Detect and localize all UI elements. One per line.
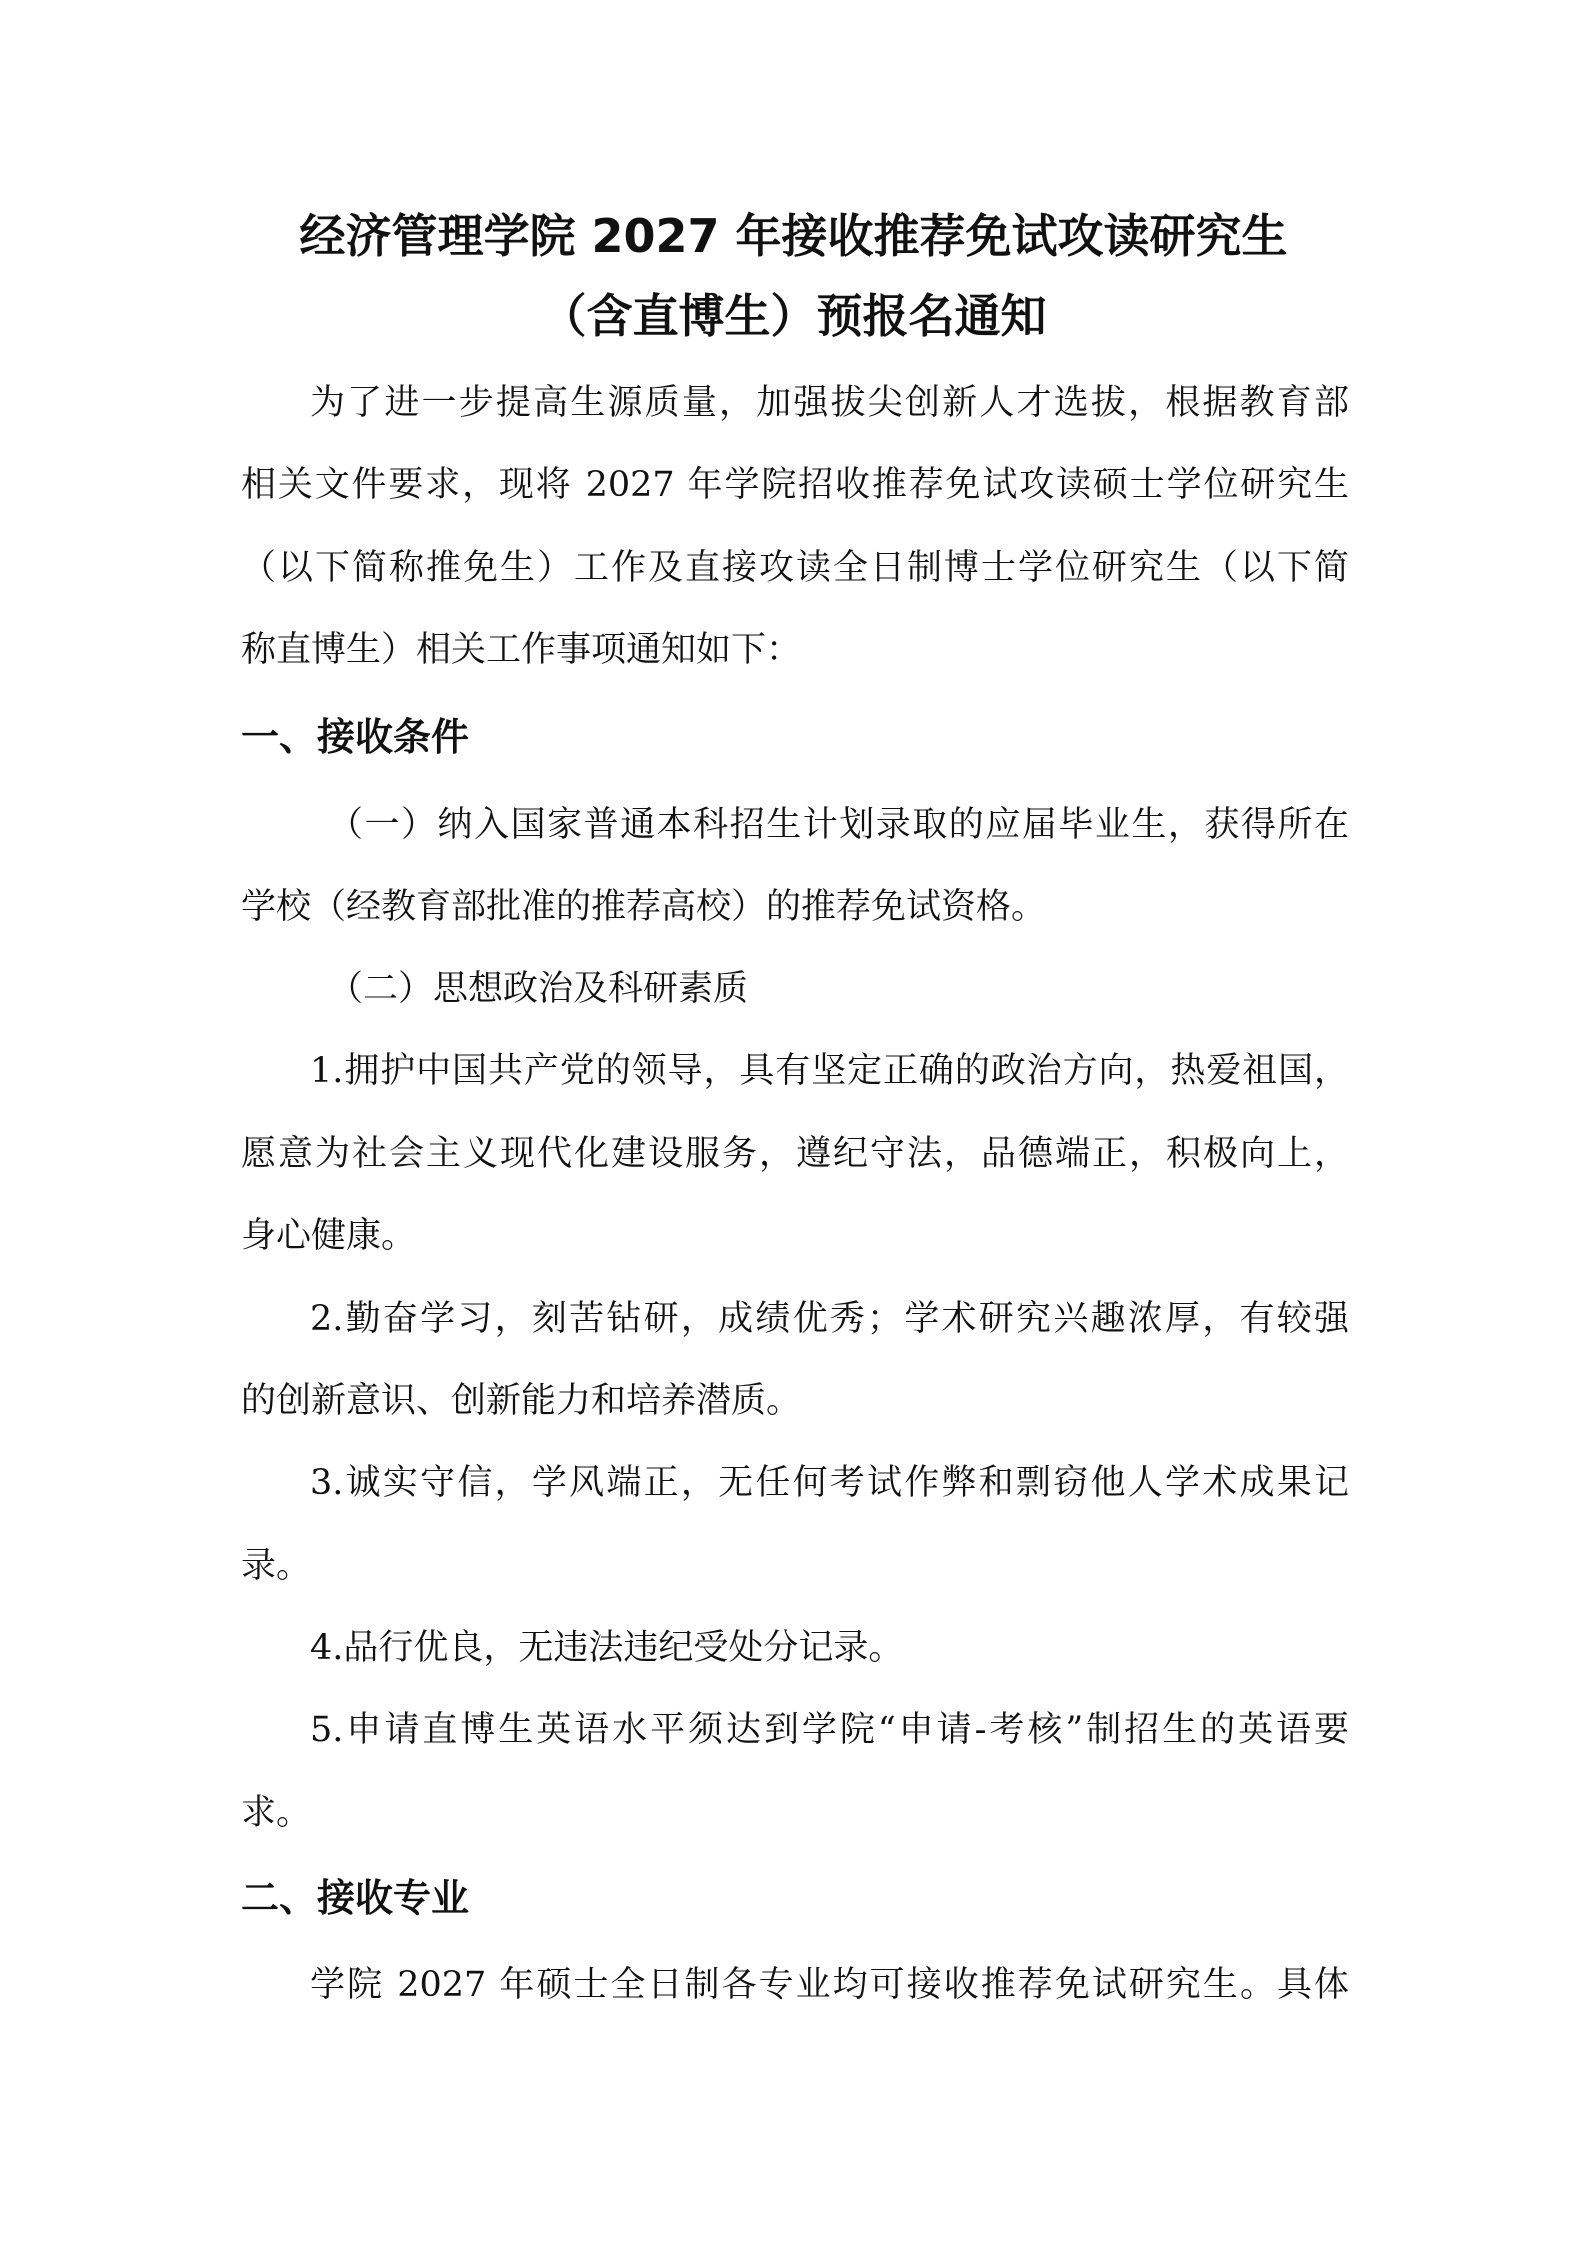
section-1-point-5-line-1: 5.申请直博生英语水平须达到学院“申请-考核”制招生的英语要 <box>310 1710 1349 1750</box>
section-1-point-3-line-1: 3.诚实守信，学风端正，无任何考试作弊和剽窃他人学术成果记 <box>310 1463 1349 1503</box>
intro-line-2: 相关文件要求，现将 2027 年学院招收推荐免试攻读硕士学位研究生 <box>241 465 1349 505</box>
section-1-point-5-line-2: 求。 <box>241 1793 312 1833</box>
intro-line-1: 为了进一步提高生源质量，加强拔尖创新人才选拔，根据教育部 <box>310 383 1349 423</box>
section-2-heading: 二、接收专业 <box>241 1876 470 1920</box>
section-1-point-2-line-1: 2.勤奋学习，刻苦钻研，成绩优秀；学术研究兴趣浓厚，有较强 <box>310 1299 1349 1339</box>
section-1-item-1-line-2: 学校（经教育部批准的推荐高校）的推荐免试资格。 <box>241 887 1047 927</box>
intro-line-3: （以下简称推免生）工作及直接攻读全日制博士学位研究生（以下简 <box>241 548 1349 588</box>
section-2-paragraph-line-1: 学院 2027 年硕士全日制各专业均可接收推荐免试研究生。具体 <box>310 1965 1349 2005</box>
section-1-point-1-line-2: 愿意为社会主义现代化建设服务，遵纪守法，品德端正，积极向上， <box>241 1134 1349 1174</box>
section-1-point-1-line-3: 身心健康。 <box>241 1216 417 1256</box>
section-1-point-4-line-1: 4.品行优良，无违法违纪受处分记录。 <box>310 1628 904 1668</box>
section-1-heading: 一、接收条件 <box>241 715 470 759</box>
document-title-line-2: （含直博生）预报名通知 <box>540 289 1047 343</box>
document-title-line-1: 经济管理学院 2027 年接收推荐免试攻读研究生 <box>299 209 1288 263</box>
section-1-point-1-line-1: 1.拥护中国共产党的领导，具有坚定正确的政治方向，热爱祖国， <box>310 1051 1349 1091</box>
section-1-point-2-line-2: 的创新意识、创新能力和培养潜质。 <box>241 1381 802 1421</box>
section-1-item-1-line-1: （一）纳入国家普通本科招生计划录取的应届毕业生，获得所在 <box>328 805 1349 845</box>
intro-line-4: 称直博生）相关工作事项通知如下： <box>241 630 802 670</box>
section-1-point-3-line-2: 录。 <box>241 1546 312 1586</box>
section-1-item-2-heading: （二）思想政治及科研素质 <box>328 969 749 1009</box>
